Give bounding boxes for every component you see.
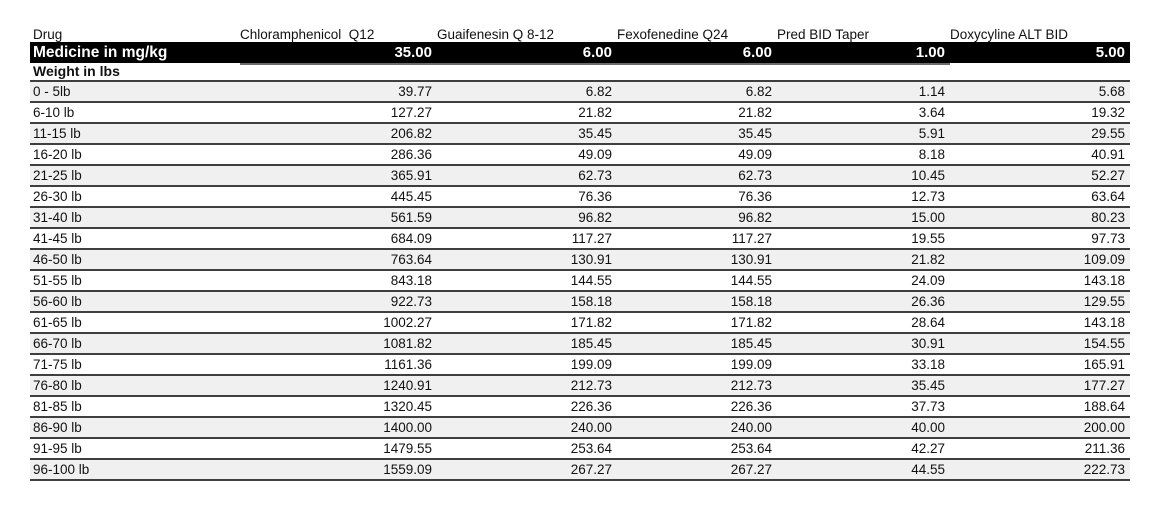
- dosage-cell: 52.27: [1091, 168, 1125, 183]
- dosage-cell: 253.64: [730, 441, 772, 456]
- weight-section-row: [30, 63, 1130, 82]
- dosage-cell: 117.27: [571, 231, 612, 246]
- weight-range-label: 96-100 lb: [33, 462, 90, 477]
- drug-name-guaifenesin: Guaifenesin Q 8-12: [437, 27, 555, 42]
- dosage-cell: 143.18: [1083, 273, 1125, 288]
- dosage-cell: 226.36: [730, 399, 772, 414]
- dosage-cell: 445.45: [390, 189, 432, 204]
- weight-range-label: 66-70 lb: [33, 336, 82, 351]
- dosage-cell: 206.82: [390, 126, 432, 141]
- dosage-cell: 15.00: [911, 210, 945, 225]
- dosage-cell: 21.82: [738, 105, 772, 120]
- dosage-cell: 211.36: [1084, 441, 1125, 456]
- table-row: [30, 313, 1130, 334]
- table-row: [30, 460, 1130, 481]
- dosage-cell: 843.18: [390, 273, 432, 288]
- weight-range-label: 41-45 lb: [33, 231, 82, 246]
- medicine-dose-row: [30, 42, 1130, 63]
- dosage-cell: 240.00: [730, 420, 772, 435]
- table-row: [30, 439, 1130, 460]
- dosage-cell: 240.00: [570, 420, 612, 435]
- dose-value: 5.00: [1095, 44, 1125, 61]
- dose-value: 1.00: [915, 44, 945, 61]
- dosage-cell: 226.36: [570, 399, 612, 414]
- dosage-cell: 28.64: [911, 315, 945, 330]
- weight-range-label: 11-15 lb: [33, 126, 81, 141]
- dosage-cell: 222.73: [1083, 462, 1125, 477]
- weight-range-label: 71-75 lb: [33, 357, 82, 372]
- dosage-cell: 185.45: [570, 336, 612, 351]
- dosage-cell: 1240.91: [383, 378, 432, 393]
- dosage-cell: 21.82: [911, 252, 945, 267]
- weight-range-label: 0 - 5lb: [33, 84, 71, 99]
- dosage-table: [30, 20, 1130, 481]
- dosage-cell: 5.68: [1098, 84, 1125, 99]
- dosage-cell: 127.27: [390, 105, 432, 120]
- dosage-cell: 1002.27: [383, 315, 432, 330]
- drug-name-fexofenedine: Fexofenedine Q24: [617, 27, 729, 42]
- weight-section-label: Weight in lbs: [33, 63, 120, 79]
- dosage-cell: 1081.82: [383, 336, 432, 351]
- dosage-cell: 44.55: [911, 462, 945, 477]
- weight-range-label: 31-40 lb: [33, 210, 82, 225]
- dosage-cell: 129.55: [1083, 294, 1125, 309]
- dosage-cell: 37.73: [911, 399, 945, 414]
- table-row: [30, 229, 1130, 250]
- dosage-cell: 199.09: [570, 357, 612, 372]
- table-row: [30, 208, 1130, 229]
- dosage-cell: 10.45: [911, 168, 945, 183]
- dosage-cell: 19.32: [1091, 105, 1125, 120]
- dosage-cell: 40.00: [911, 420, 945, 435]
- dosage-cell: 171.82: [730, 315, 772, 330]
- dosage-cell: 24.09: [911, 273, 945, 288]
- dosage-cell: 76.36: [578, 189, 612, 204]
- dosage-cell: 97.73: [1091, 231, 1125, 246]
- dosage-cell: 63.64: [1091, 189, 1125, 204]
- dosage-cell: 12.73: [911, 189, 945, 204]
- weight-range-label: 16-20 lb: [33, 147, 82, 162]
- dosage-cell: 40.91: [1091, 147, 1125, 162]
- dosage-cell: 165.91: [1083, 357, 1125, 372]
- dosage-cell: 154.55: [1083, 336, 1125, 351]
- dosage-cell: 212.73: [570, 378, 612, 393]
- table-row: [30, 397, 1130, 418]
- dosage-cell: 3.64: [918, 105, 945, 120]
- dosage-cell: 267.27: [730, 462, 772, 477]
- dosage-cell: 922.73: [390, 294, 432, 309]
- table-row: [30, 187, 1130, 208]
- dosage-cell: 6.82: [585, 84, 612, 99]
- dosage-cell: 8.18: [918, 147, 945, 162]
- dosage-cell: 19.55: [911, 231, 945, 246]
- dosage-cell: 253.64: [570, 441, 612, 456]
- dosage-cell: 1479.55: [383, 441, 432, 456]
- dosage-cell: 177.27: [1083, 378, 1125, 393]
- weight-range-label: 86-90 lb: [33, 420, 82, 435]
- weight-rows: [30, 82, 1130, 481]
- dosage-cell: 35.45: [578, 126, 612, 141]
- dose-value: 35.00: [394, 44, 432, 61]
- dosage-cell: 96.82: [578, 210, 612, 225]
- weight-range-label: 76-80 lb: [33, 378, 82, 393]
- table-row: [30, 145, 1130, 166]
- dosage-cell: 80.23: [1091, 210, 1125, 225]
- drug-name-chloramphenicol: Chloramphenicol Q12: [240, 27, 375, 42]
- dose-value: 6.00: [582, 44, 612, 61]
- dosage-cell: 199.09: [730, 357, 772, 372]
- dosage-cell: 188.64: [1083, 399, 1125, 414]
- weight-range-label: 56-60 lb: [33, 294, 82, 309]
- dosage-cell: 39.77: [398, 84, 432, 99]
- table-row: [30, 250, 1130, 271]
- table-row: [30, 124, 1130, 145]
- dosage-cell: 30.91: [911, 336, 945, 351]
- dosage-cell: 144.55: [730, 273, 772, 288]
- dosage-cell: 33.18: [911, 357, 945, 372]
- dosage-cell: 763.64: [390, 252, 432, 267]
- weight-range-label: 26-30 lb: [33, 189, 82, 204]
- weight-range-label: 6-10 lb: [33, 105, 75, 120]
- dosage-cell: 96.82: [738, 210, 772, 225]
- dosage-cell: 1161.36: [384, 357, 432, 372]
- dosage-cell: 62.73: [578, 168, 612, 183]
- dosage-cell: 35.45: [911, 378, 945, 393]
- dosage-cell: 49.09: [738, 147, 772, 162]
- dosage-cell: 286.36: [390, 147, 432, 162]
- dosage-cell: 1320.45: [383, 399, 432, 414]
- dosage-cell: 1.14: [918, 84, 945, 99]
- table-row: [30, 418, 1130, 439]
- dosage-cell: 684.09: [390, 231, 432, 246]
- drug-column-header: Drug: [33, 27, 63, 42]
- dosage-cell: 109.09: [1083, 252, 1125, 267]
- dosage-cell: 130.91: [730, 252, 772, 267]
- table-row: [30, 103, 1130, 124]
- weight-range-label: 51-55 lb: [33, 273, 82, 288]
- dosage-cell: 1400.00: [383, 420, 432, 435]
- dosage-cell: 212.73: [730, 378, 772, 393]
- table-row: [30, 271, 1130, 292]
- table-row: [30, 82, 1130, 103]
- table-row: [30, 334, 1130, 355]
- dosage-cell: 144.55: [570, 273, 612, 288]
- dosage-cell: 76.36: [738, 189, 772, 204]
- dosage-cell: 26.36: [911, 294, 945, 309]
- table-row: [30, 376, 1130, 397]
- table-row: [30, 166, 1130, 187]
- dose-value: 6.00: [742, 44, 772, 61]
- dosage-cell: 49.09: [578, 147, 612, 162]
- dosage-cell: 21.82: [578, 105, 612, 120]
- dosage-cell: 143.18: [1083, 315, 1125, 330]
- dosage-cell: 1559.09: [383, 462, 432, 477]
- dosage-cell: 365.91: [390, 168, 432, 183]
- dosage-cell: 29.55: [1091, 126, 1125, 141]
- weight-range-label: 61-65 lb: [33, 315, 82, 330]
- weight-range-label: 91-95 lb: [33, 441, 82, 456]
- dosage-cell: 6.82: [745, 84, 772, 99]
- weight-range-label: 21-25 lb: [33, 168, 82, 183]
- table-row: [30, 292, 1130, 313]
- table-row: [30, 355, 1130, 376]
- dosage-cell: 171.82: [570, 315, 612, 330]
- dosage-cell: 158.18: [570, 294, 612, 309]
- dosage-cell: 158.18: [730, 294, 772, 309]
- dosage-cell: 42.27: [911, 441, 945, 456]
- dosage-cell: 35.45: [738, 126, 772, 141]
- dosage-cell: 185.45: [730, 336, 772, 351]
- weight-range-label: 46-50 lb: [33, 252, 82, 267]
- drug-name-doxycyline: Doxycyline ALT BID: [950, 27, 1069, 42]
- weight-range-label: 81-85 lb: [33, 399, 82, 414]
- dosage-cell: 200.00: [1083, 420, 1125, 435]
- dosage-cell: 62.73: [738, 168, 772, 183]
- dosage-cell: 561.59: [390, 210, 432, 225]
- dosage-cell: 267.27: [570, 462, 612, 477]
- dose-row-label: Medicine in mg/kg: [33, 43, 168, 61]
- drug-name-pred: Pred BID Taper: [777, 27, 870, 42]
- dosage-cell: 130.91: [570, 252, 612, 267]
- drug-header-row: [30, 20, 1130, 42]
- dosage-cell: 5.91: [918, 126, 945, 141]
- dosage-cell: 117.27: [731, 231, 772, 246]
